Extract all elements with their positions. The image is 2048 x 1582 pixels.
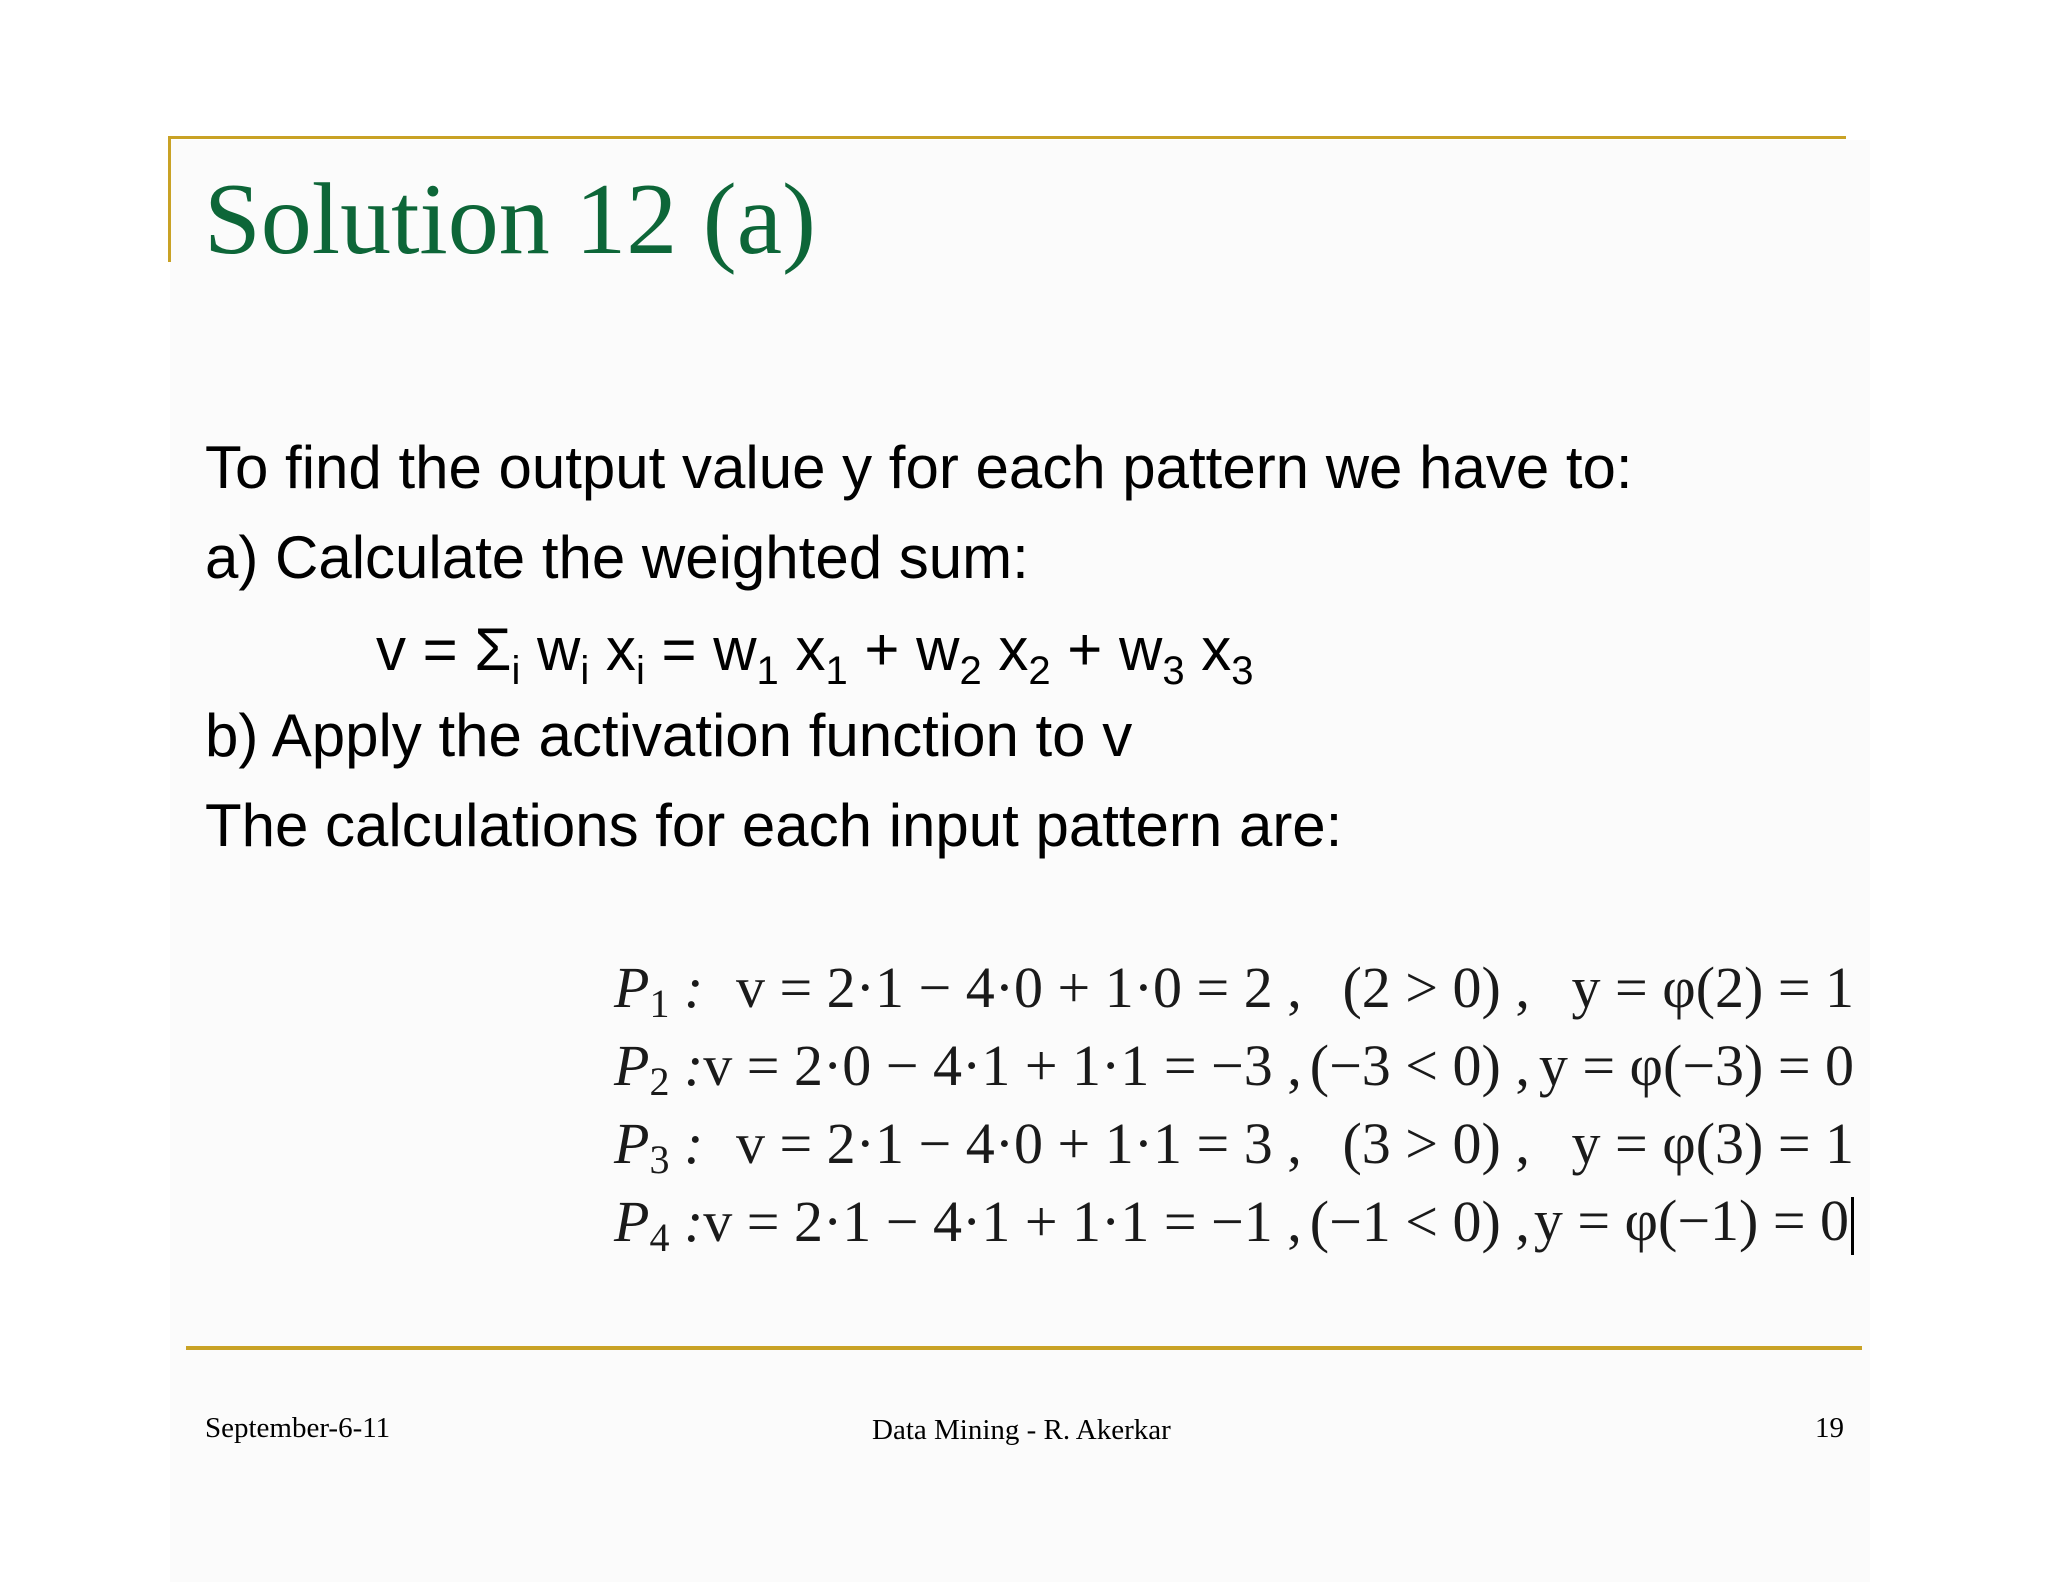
step-a-text: a) Calculate the weighted sum:	[205, 524, 1029, 591]
formula-x1: x	[778, 616, 826, 683]
pattern-letter: P	[614, 1032, 650, 1098]
pattern-label	[614, 1104, 703, 1182]
pattern-colon: :	[669, 1188, 704, 1254]
pattern-index: 1	[649, 980, 670, 1026]
weighted-sum-calc: v = 2·1 − 4·0 + 1·1 = 3 ,	[735, 1110, 1302, 1176]
bottom-rule	[186, 1346, 1862, 1350]
formula-lhs: v =	[376, 616, 475, 683]
activation-output: y = φ(2) = 1	[1571, 954, 1855, 1020]
formula-x: x	[589, 616, 636, 683]
pattern-colon: :	[669, 954, 704, 1020]
formula-plus-w3: + w	[1050, 616, 1163, 683]
sigma-subscript: i	[511, 649, 521, 693]
formula-w-subscript: i	[580, 649, 590, 693]
top-rule	[168, 136, 1846, 139]
formula-w: w	[520, 616, 581, 683]
pattern-label	[614, 1026, 703, 1104]
activation-output: y = φ(−3) = 0	[1538, 1032, 1855, 1098]
formula-x3: x	[1184, 616, 1232, 683]
pattern-letter: P	[614, 1188, 650, 1254]
formula-x2-subscript: 2	[1028, 649, 1051, 693]
calc-row-p4	[614, 1182, 1854, 1260]
pattern-index: 3	[649, 1136, 670, 1182]
weighted-sum-formula	[376, 616, 1254, 693]
pattern-colon: :	[669, 1110, 704, 1176]
footer-title: Data Mining - R. Akerkar	[872, 1414, 1171, 1446]
formula-plus-w2: + w	[847, 616, 960, 683]
formula-x2: x	[981, 616, 1029, 683]
intro-text: To find the output value y for each pattern we have to:	[205, 434, 1633, 501]
formula-w3-subscript: 3	[1162, 649, 1185, 693]
formula-w1-subscript: 1	[756, 649, 779, 693]
formula-eq-w1: = w	[644, 616, 757, 683]
activation-output: y = φ(3) = 1	[1571, 1110, 1855, 1176]
step-b-text: b) Apply the activation function to v	[205, 702, 1133, 769]
content-background	[170, 140, 1870, 1582]
calc-intro-text: The calculations for each input pattern are:	[205, 792, 1343, 859]
activation-output	[1534, 1182, 1854, 1260]
formula-w2-subscript: 2	[959, 649, 982, 693]
pattern-letter: P	[614, 1110, 650, 1176]
calc-row-p3	[614, 1104, 1854, 1182]
pattern-label	[614, 948, 703, 1026]
text-cursor	[1851, 1197, 1854, 1255]
pattern-label	[614, 1182, 703, 1260]
footer-date: September-6-11	[205, 1412, 391, 1444]
formula-x3-subscript: 3	[1231, 649, 1254, 693]
slide-title: Solution 12 (a)	[204, 163, 816, 276]
threshold-comparison: (2 > 0) ,	[1342, 954, 1530, 1020]
page-number: 19	[1815, 1412, 1844, 1444]
pattern-index: 4	[649, 1214, 670, 1260]
pattern-letter: P	[614, 954, 650, 1020]
weighted-sum-calc: v = 2·1 − 4·0 + 1·0 = 2 ,	[735, 954, 1302, 1020]
formula-x1-subscript: 1	[825, 649, 848, 693]
formula-x-subscript: i	[635, 649, 645, 693]
weighted-sum-calc: v = 2·1 − 4·1 + 1·1 = −1 ,	[703, 1188, 1302, 1254]
threshold-comparison: (−1 < 0) ,	[1309, 1188, 1530, 1254]
threshold-comparison: (3 > 0) ,	[1342, 1110, 1530, 1176]
activation-output-text: y = φ(−1) = 0	[1533, 1187, 1850, 1253]
pattern-colon: :	[669, 1032, 704, 1098]
sigma-symbol: Σ	[474, 616, 512, 683]
calculations-table	[614, 948, 1854, 1260]
calc-row-p1	[614, 948, 1854, 1026]
threshold-comparison: (−3 < 0) ,	[1309, 1032, 1530, 1098]
calc-row-p2	[614, 1026, 1854, 1104]
pattern-index: 2	[649, 1058, 670, 1104]
left-rule	[168, 136, 171, 262]
weighted-sum-calc: v = 2·0 − 4·1 + 1·1 = −3 ,	[703, 1032, 1302, 1098]
